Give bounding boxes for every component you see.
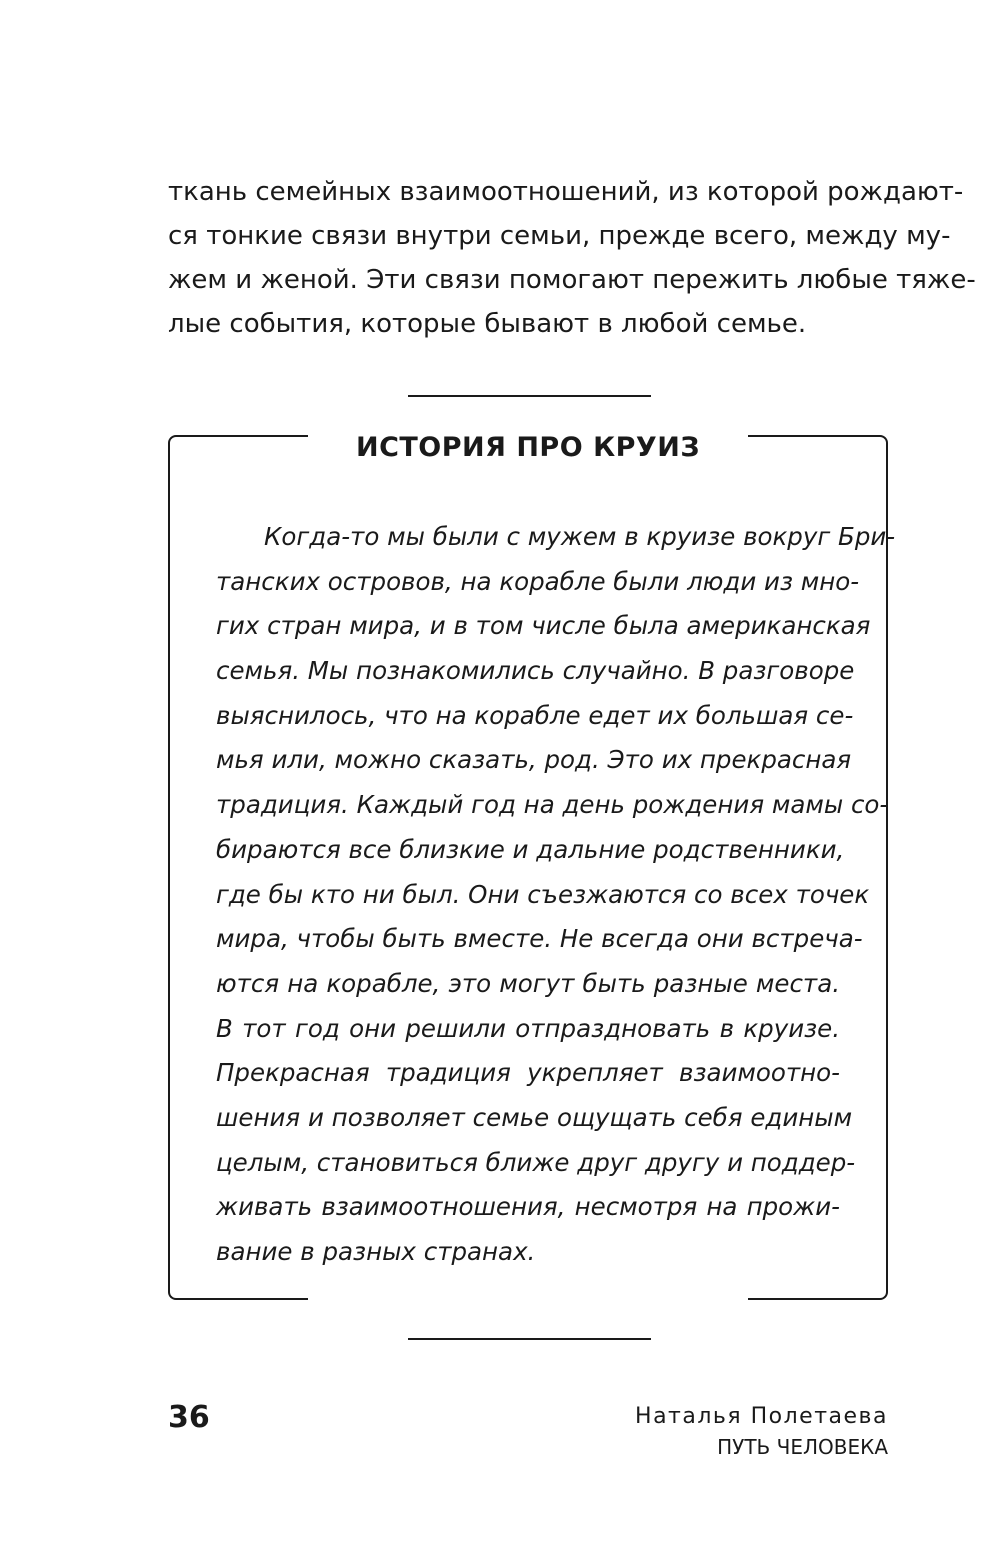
text-line: ткань семейных взаимоотношений, из которой рождают- — [168, 177, 964, 207]
text-line: жем и женой. Эти связи помогают пережить любые тяже- — [168, 265, 976, 295]
box-title: ИСТОРИЯ ПРО КРУИЗ — [355, 432, 701, 463]
story-line: где бы кто ни был. Они съезжаются со всех точек — [216, 879, 870, 909]
story-line: выяснилось, что на корабле едет их большая се- — [216, 700, 854, 730]
story-text — [216, 515, 896, 1275]
story-line: ются на корабле, это могут быть разные места. — [216, 968, 840, 998]
box-left-border — [168, 470, 170, 1270]
story-line: мья или, можно сказать, род. Это их прекрасная — [216, 745, 852, 775]
box-right-border — [886, 470, 888, 1270]
story-line: В тот год они решили отпраздновать в круизе. — [216, 1013, 840, 1043]
page-number: 36 — [168, 1400, 210, 1435]
text-line: ся тонкие связи внутри семьи, прежде всего, между му- — [168, 221, 951, 251]
story-line: Прекрасная традиция укрепляет взаимоотно- — [216, 1058, 840, 1088]
story-line: традиция. Каждый год на день рождения мамы со- — [216, 790, 889, 820]
book-title: ПУТЬ ЧЕЛОВЕКА — [717, 1435, 888, 1459]
story-line: мира, чтобы быть вместе. Не всегда они встреча- — [216, 924, 863, 954]
story-line: шения и позволяет семье ощущать себя единым — [216, 1102, 853, 1132]
bottom-divider — [408, 1338, 651, 1340]
story-line: вание в разных странах. — [216, 1237, 536, 1266]
story-line: семья. Мы познакомились случайно. В разговоре — [216, 656, 855, 686]
story-line: Когда-то мы были с мужем в круизе вокруг Бри- — [264, 522, 896, 551]
story-line: бираются все близкие и дальние родственники, — [216, 834, 845, 864]
author-name: Наталья Полетаева — [635, 1404, 888, 1429]
story-line: целым, становиться ближе друг другу и поддер- — [216, 1147, 856, 1177]
story-line: гих стран мира, и в том числе была американская — [216, 611, 871, 641]
top-divider — [408, 395, 651, 397]
intro-paragraph — [168, 170, 976, 346]
story-line: танских островов, на корабле были люди из мно- — [216, 566, 860, 596]
story-line: живать взаимоотношения, несмотря на прожи- — [216, 1192, 840, 1222]
text-line: лые события, которые бывают в любой семье. — [168, 309, 807, 339]
